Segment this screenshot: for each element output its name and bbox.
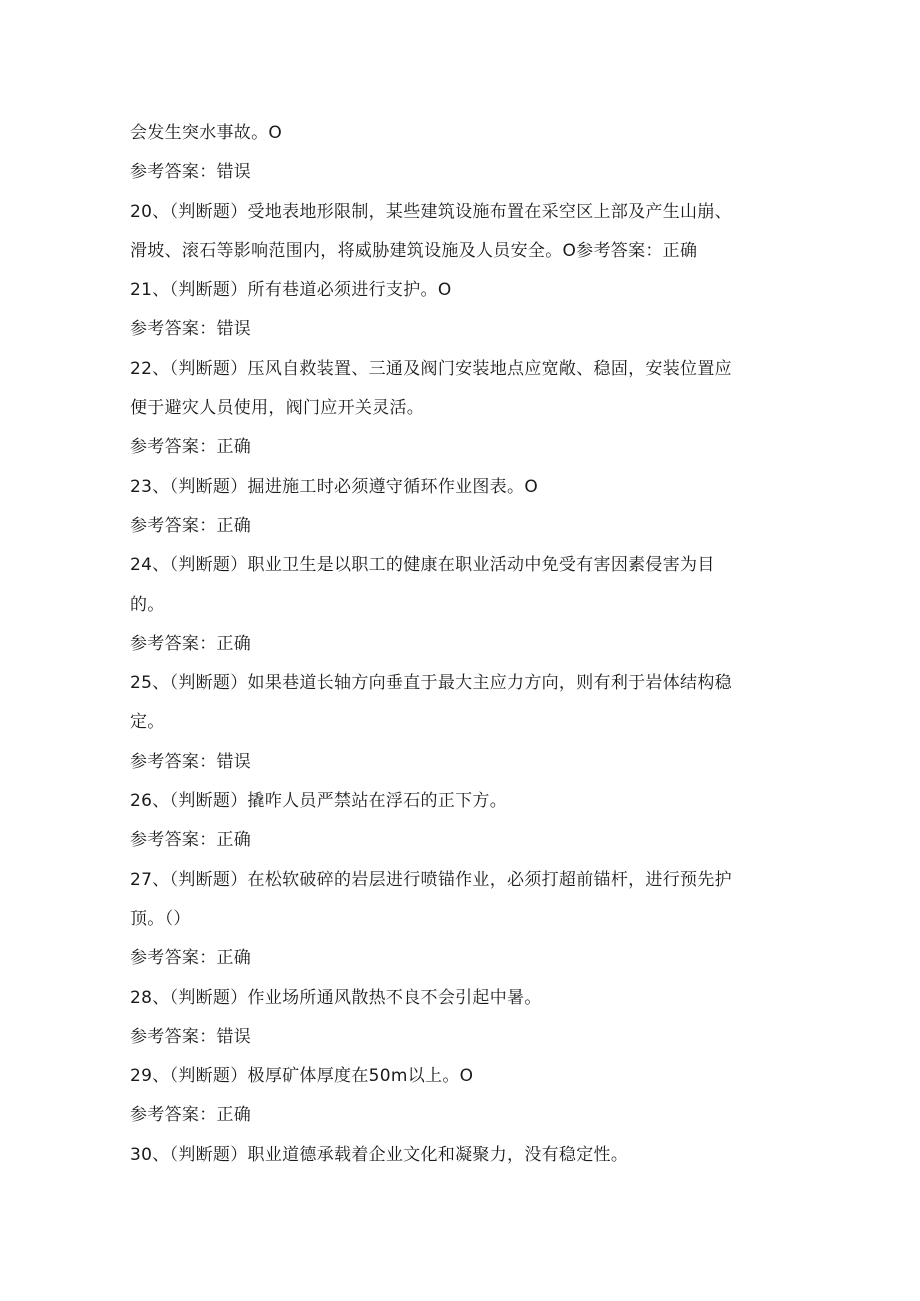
question-28: 28、（判断题）作业场所通风散热不良不会引起中暑。 bbox=[130, 987, 542, 1008]
question-22-cont: 便于避灾人员使用，阀门应开关灵活。 bbox=[130, 398, 425, 419]
text-line: 会发生突水事故。O bbox=[130, 123, 283, 143]
question-26: 26、（判断题）撬咋人员严禁站在浮石的正下方。 bbox=[130, 791, 508, 812]
question-27-cont: 顶。（） bbox=[130, 908, 191, 929]
answer-line: 参考答案：错误 bbox=[130, 319, 252, 340]
question-29: 29、（判断题）极厚矿体厚度在50m以上。O bbox=[130, 1066, 474, 1087]
question-22: 22、（判断题）压风自救装置、三通及阀门安装地点应宽敞、稳固，安装位置应 bbox=[130, 358, 732, 379]
question-24-cont: 的。 bbox=[130, 594, 165, 615]
question-21: 21、（判断题）所有巷道必须进行支护。O bbox=[130, 280, 452, 301]
question-30: 30、（判断题）职业道德承载着企业文化和凝聚力，没有稳定性。 bbox=[130, 1144, 629, 1165]
question-25-cont: 定。 bbox=[130, 712, 165, 733]
answer-line: 参考答案：错误 bbox=[130, 1026, 252, 1047]
question-24: 24、（判断题）职业卫生是以职工的健康在职业活动中免受有害因素侵害为目 bbox=[130, 555, 715, 576]
question-23: 23、（判断题）掘进施工时必须遵守循环作业图表。O bbox=[130, 476, 539, 497]
answer-line: 参考答案：错误 bbox=[130, 751, 252, 772]
question-20-cont: 滑坡、滚石等影响范围内，将威胁建筑设施及人员安全。O参考答案：正确 bbox=[130, 240, 698, 261]
answer-line: 参考答案：正确 bbox=[130, 948, 252, 969]
question-25: 25、（判断题）如果巷道长轴方向垂直于最大主应力方向，则有利于岩体结构稳 bbox=[130, 673, 732, 694]
answer-line: 参考答案：正确 bbox=[130, 437, 252, 458]
question-27: 27、（判断题）在松软破碎的岩层进行喷锚作业，必须打超前锚杆，进行预先护 bbox=[130, 869, 732, 890]
question-20: 20、（判断题）受地表地形限制，某些建筑设施布置在采空区上部及产生山崩、 bbox=[130, 201, 732, 222]
answer-line: 参考答案：正确 bbox=[130, 1105, 252, 1126]
answer-line: 参考答案：错误 bbox=[130, 162, 252, 183]
answer-line: 参考答案：正确 bbox=[130, 633, 252, 654]
answer-line: 参考答案：正确 bbox=[130, 515, 252, 536]
answer-line: 参考答案：正确 bbox=[130, 830, 252, 851]
